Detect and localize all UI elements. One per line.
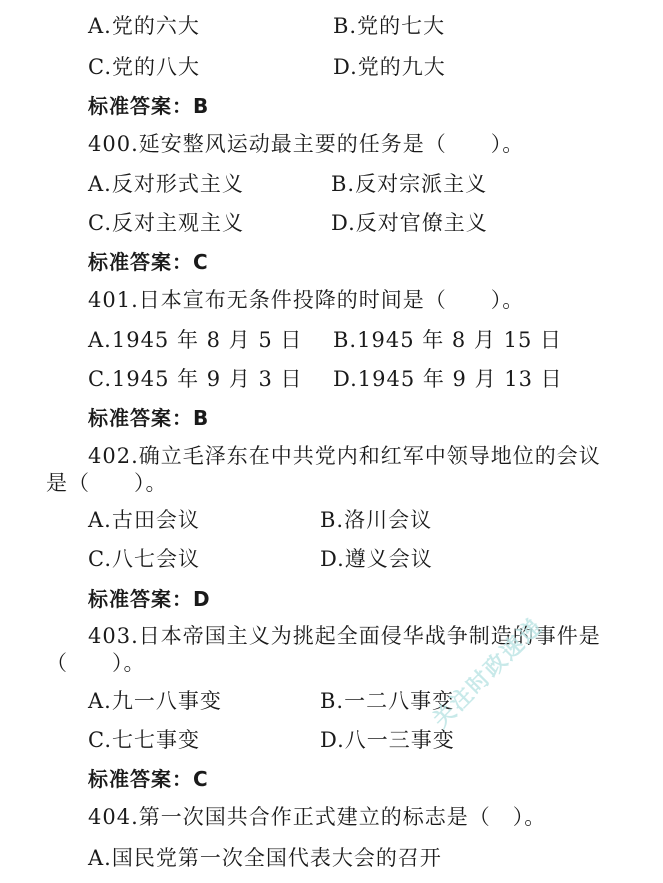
q402-option-a: A.古田会议 (88, 508, 200, 532)
q402-question-line1: 402.确立毛泽东在中共党内和红军中领导地位的会议 (88, 444, 601, 468)
q402-answer: 标准答案：D (88, 587, 211, 611)
q402-option-c: C.八七会议 (88, 547, 200, 571)
q402-option-b: B.洛川会议 (320, 508, 433, 532)
q400-option-b: B.反对宗派主义 (331, 172, 488, 196)
q400-option-a: A.反对形式主义 (88, 172, 244, 196)
q403-option-c: C.七七事变 (88, 728, 200, 752)
q404-question: 404.第一次国共合作正式建立的标志是（ ）。 (88, 805, 547, 829)
q399-answer: 标准答案：B (88, 94, 210, 118)
q403-option-d: D.八一三事变 (320, 728, 455, 752)
q401-answer: 标准答案：B (88, 406, 210, 430)
q404-option-a: A.国民党第一次全国代表大会的召开 (88, 846, 442, 870)
q403-question-line1: 403.日本帝国主义为挑起全面侵华战争制造的事件是 (88, 624, 601, 648)
q400-option-c: C.反对主观主义 (88, 211, 244, 235)
q400-answer: 标准答案：C (88, 250, 209, 274)
q402-question-line2: 是（ ）。 (46, 471, 168, 495)
q401-option-c: C.1945 年 9 月 3 日 (88, 367, 303, 391)
q399-option-d: D.党的九大 (333, 55, 446, 79)
q403-option-b: B.一二八事变 (320, 689, 455, 713)
q400-option-d: D.反对官僚主义 (331, 211, 488, 235)
watermark: 关注时政速递 (428, 613, 549, 734)
q399-option-b: B.党的七大 (333, 14, 446, 38)
q401-question: 401.日本宣布无条件投降的时间是（ ）。 (88, 288, 525, 312)
q399-option-c: C.党的八大 (88, 55, 200, 79)
q401-option-b: B.1945 年 8 月 15 日 (333, 328, 563, 352)
q399-option-a: A.党的六大 (88, 14, 200, 38)
q401-option-d: D.1945 年 9 月 13 日 (333, 367, 563, 391)
q403-answer: 标准答案：C (88, 767, 209, 791)
q401-option-a: A.1945 年 8 月 5 日 (88, 328, 303, 352)
q402-option-d: D.遵义会议 (320, 547, 433, 571)
q403-question-line2: （ ）。 (46, 651, 146, 675)
q403-option-a: A.九一八事变 (88, 689, 222, 713)
q400-question: 400.延安整风运动最主要的任务是（ ）。 (88, 132, 525, 156)
